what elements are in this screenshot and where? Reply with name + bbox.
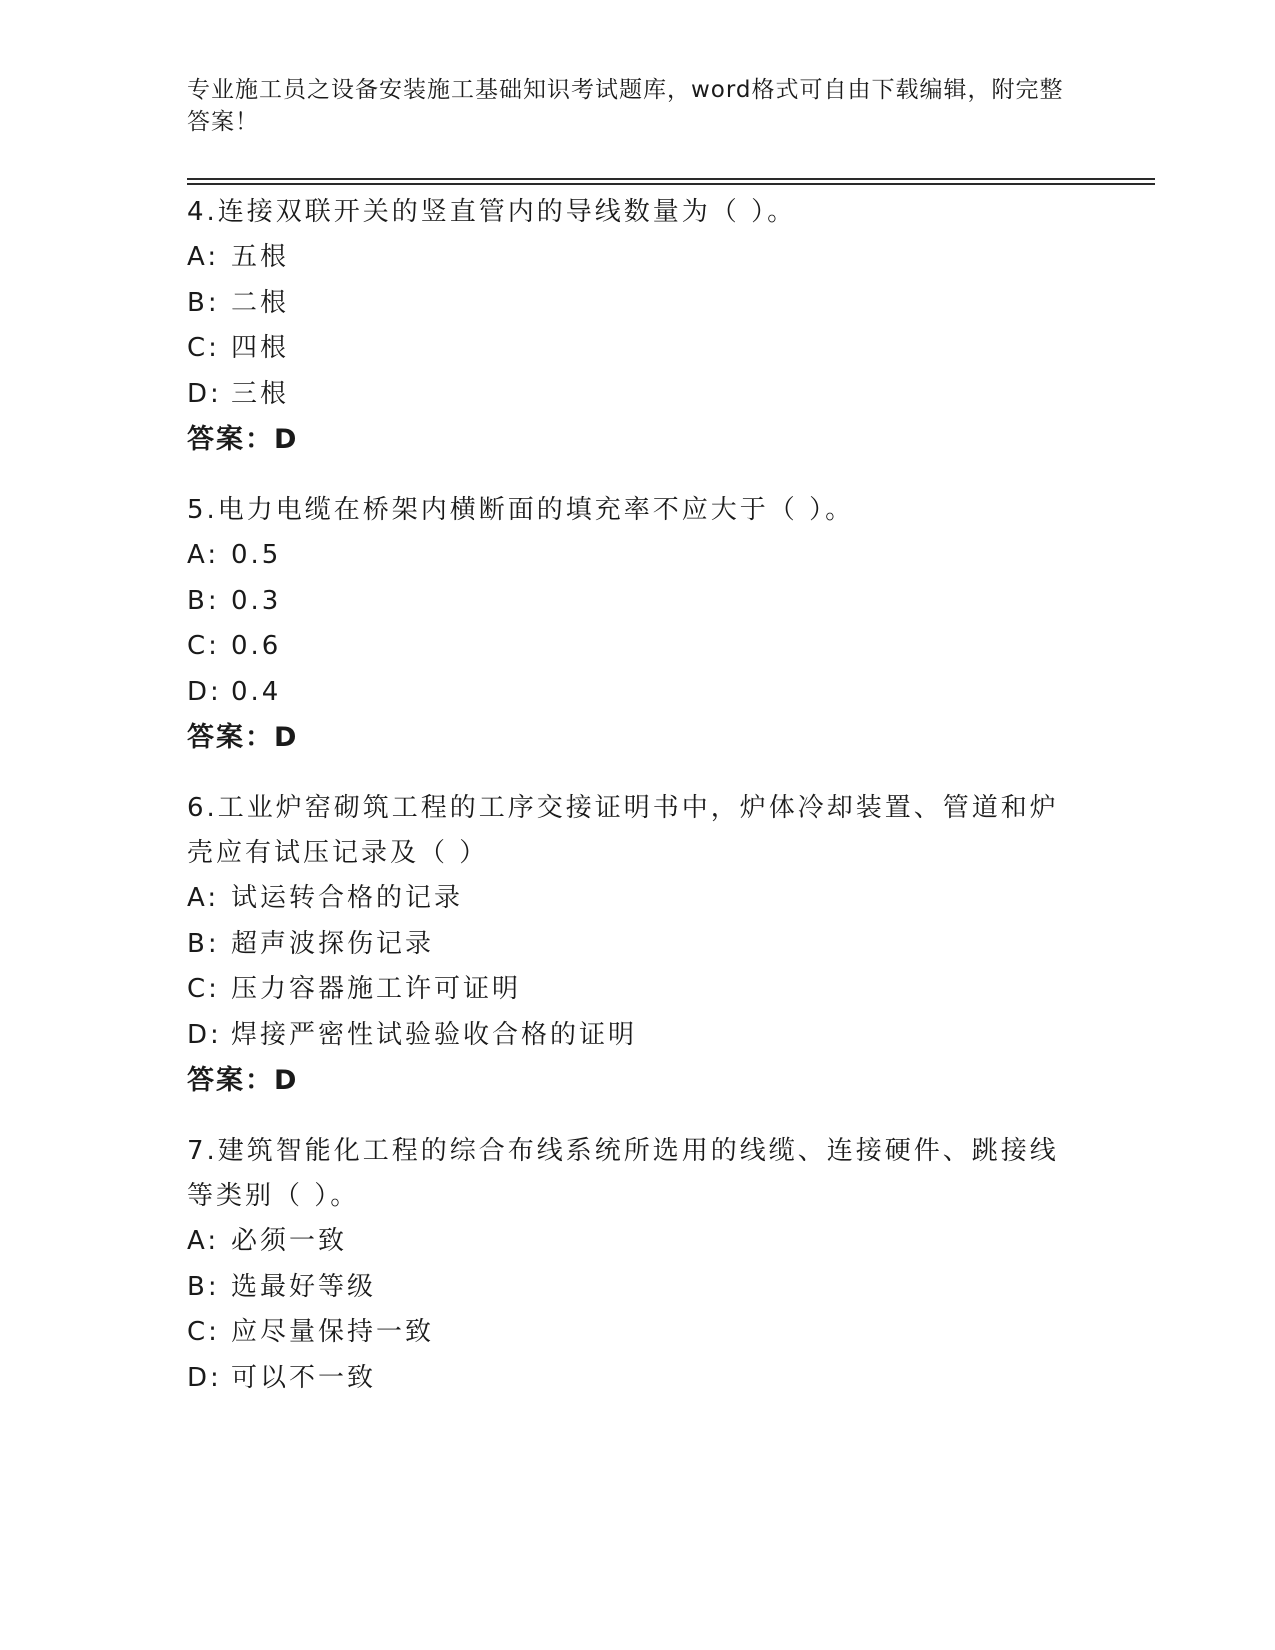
option-letter: D: — [187, 1362, 222, 1393]
option-text: 应尽量保持一致 — [231, 1317, 435, 1347]
document-header: 专业施工员之设备安装施工基础知识考试题库，word格式可自由下载编辑，附完整答案！ — [187, 77, 1064, 135]
option-text: 0.5 — [231, 540, 282, 570]
answer-line: 答案：D — [187, 722, 299, 753]
answer-line: 答案：D — [187, 1065, 299, 1096]
option-letter: B: — [187, 287, 220, 318]
question-item — [187, 1129, 1067, 1401]
option-letter: B: — [187, 585, 220, 616]
option-d — [187, 1356, 1067, 1402]
option-letter: D: — [187, 378, 222, 409]
option-c — [187, 967, 1067, 1013]
option-text: 三根 — [231, 378, 290, 409]
option-text: 四根 — [231, 333, 290, 363]
option-letter: A: — [187, 883, 220, 913]
option-letter: A: — [187, 242, 220, 272]
question-item — [187, 190, 1067, 462]
question-stem: 6.工业炉窑砌筑工程的工序交接证明书中，炉体冷却装置、管道和炉壳应有试压记录及（ ） — [187, 793, 1059, 868]
option-text: 必须一致 — [231, 1226, 348, 1256]
option-c — [187, 326, 1067, 372]
option-text: 0.6 — [231, 631, 282, 661]
option-d — [187, 670, 1067, 716]
option-letter: D: — [187, 676, 222, 707]
option-c — [187, 1310, 1067, 1356]
option-b — [187, 281, 1067, 327]
question-item — [187, 488, 1067, 760]
option-letter: A: — [187, 1226, 220, 1256]
option-text: 可以不一致 — [231, 1362, 377, 1393]
option-text: 焊接严密性试验验收合格的证明 — [231, 1019, 638, 1050]
option-text: 选最好等级 — [231, 1271, 377, 1302]
option-c — [187, 624, 1067, 670]
option-d — [187, 372, 1067, 418]
option-text: 压力容器施工许可证明 — [231, 974, 522, 1004]
option-a — [187, 876, 1067, 922]
option-a — [187, 1219, 1067, 1265]
option-d — [187, 1013, 1067, 1059]
option-text: 0.4 — [231, 676, 282, 707]
answer-line: 答案：D — [187, 424, 299, 455]
option-text: 二根 — [231, 287, 290, 318]
option-letter: B: — [187, 1271, 220, 1302]
question-item — [187, 786, 1067, 1103]
question-list — [187, 190, 1067, 1427]
option-b — [187, 579, 1067, 625]
question-stem: 4.连接双联开关的竖直管内的导线数量为（ ）。 — [187, 197, 797, 227]
option-text: 五根 — [231, 242, 290, 272]
option-letter: C: — [187, 333, 220, 363]
option-letter: C: — [187, 631, 220, 661]
header-divider-top — [187, 178, 1155, 180]
option-text: 0.3 — [231, 585, 282, 616]
option-letter: D: — [187, 1019, 222, 1050]
option-letter: C: — [187, 1317, 220, 1347]
option-b — [187, 922, 1067, 968]
option-text: 试运转合格的记录 — [231, 883, 464, 913]
option-letter: B: — [187, 928, 220, 959]
option-a — [187, 235, 1067, 281]
option-letter: C: — [187, 974, 220, 1004]
option-a — [187, 533, 1067, 579]
header-divider-bottom — [187, 183, 1155, 185]
question-stem: 7.建筑智能化工程的综合布线系统所选用的线缆、连接硬件、跳接线等类别（ ）。 — [187, 1136, 1059, 1211]
option-text: 超声波探伤记录 — [231, 928, 435, 959]
option-letter: A: — [187, 540, 220, 570]
option-b — [187, 1265, 1067, 1311]
question-stem: 5.电力电缆在桥架内横断面的填充率不应大于（ ）。 — [187, 495, 855, 525]
